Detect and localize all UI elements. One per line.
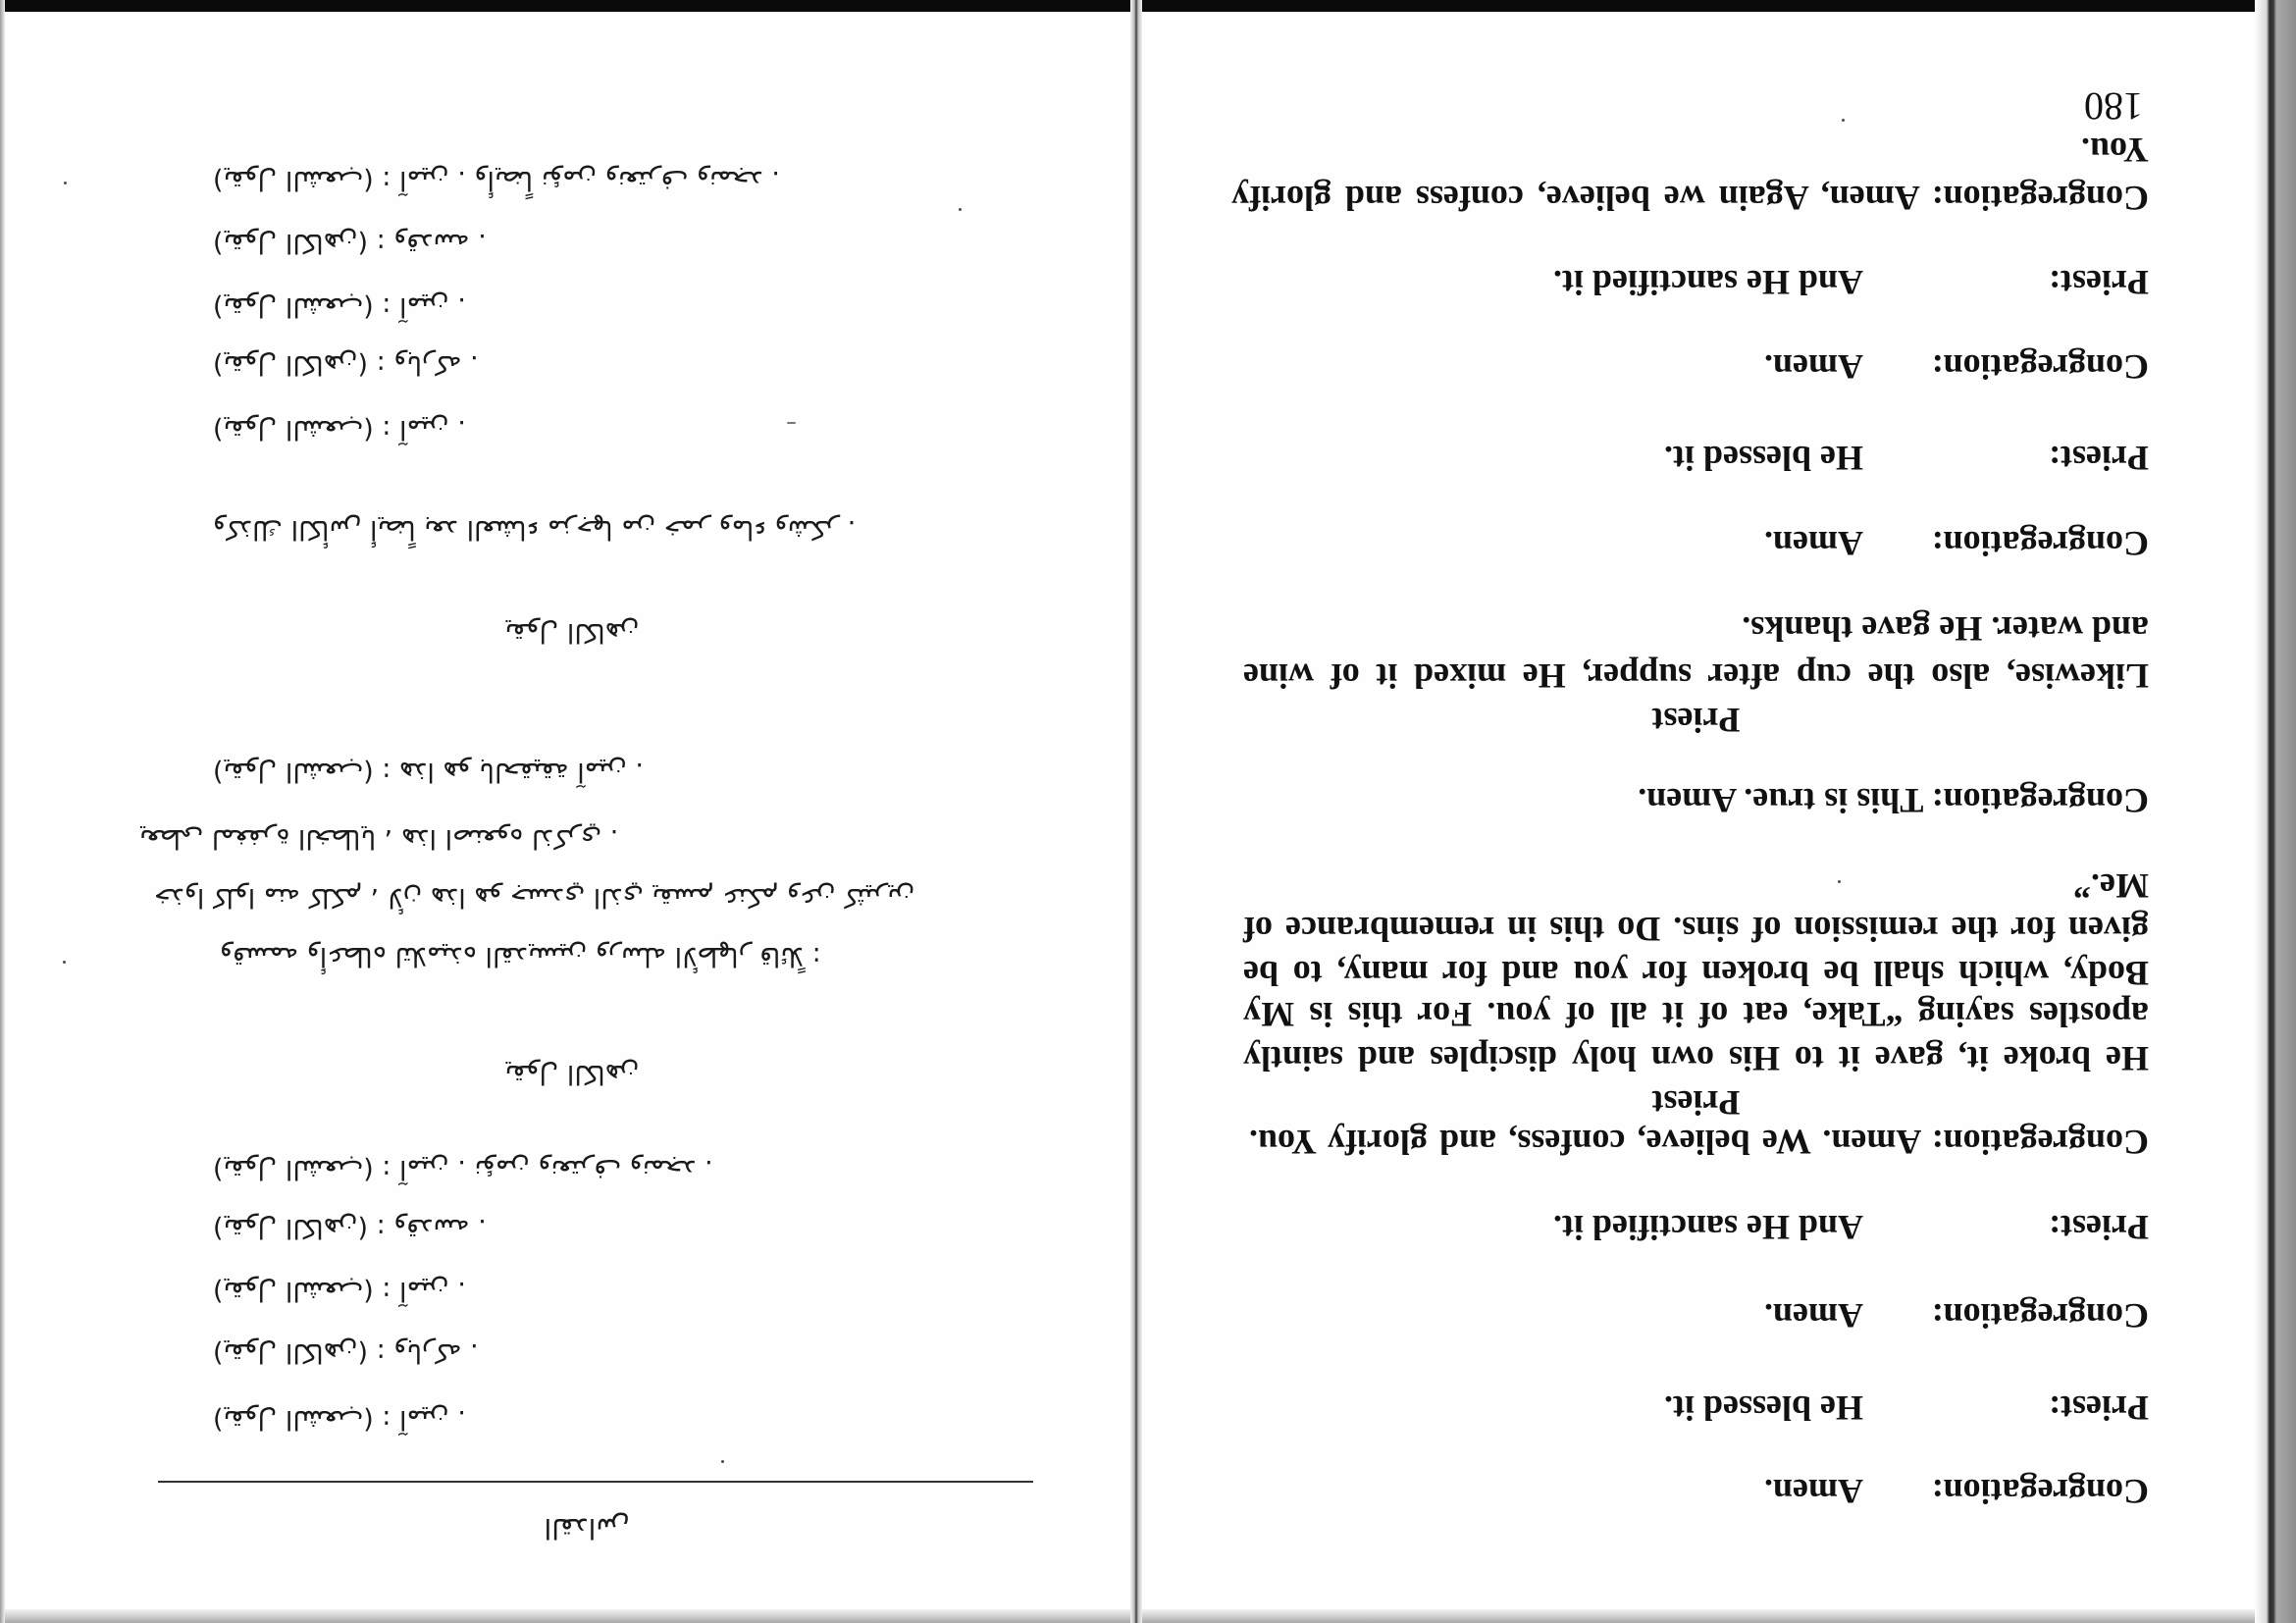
response-continuation: You. xyxy=(2080,131,2149,170)
dialogue-line: (يقول الكاهن) : وقدسه . xyxy=(213,1213,487,1243)
scan-speck xyxy=(63,961,66,964)
response-text: Amen. We believe, confess, and glorify You. xyxy=(1248,1123,1922,1162)
dialogue-row xyxy=(1664,437,2149,480)
dialogue-row xyxy=(1764,345,2149,389)
scan-speck xyxy=(1842,119,1845,122)
speaker-label: Congregation: xyxy=(1931,1296,2149,1335)
dialogue-row xyxy=(1638,779,2149,822)
speaker-label: Priest: xyxy=(2049,1388,2149,1428)
dialogue-line: (يقول الشعب) : آمين . xyxy=(213,1404,466,1435)
dialogue-row xyxy=(1764,1470,2149,1513)
response-text: Amen, Again we believe, confess and glorify xyxy=(1230,179,1920,218)
response-text: He blessed it. xyxy=(1664,1388,1863,1428)
dialogue-row xyxy=(1664,1387,2149,1430)
scan-speck xyxy=(64,182,67,184)
paragraph-line: apostles saying “Take, eat of it all of you. For this is My xyxy=(1243,995,2149,1034)
page-header: القداس xyxy=(544,1512,630,1544)
section-heading: Priest xyxy=(1651,701,1741,740)
section-heading: يقول الكاهن xyxy=(504,1059,640,1089)
speaker-label: Congregation: xyxy=(1931,179,2149,218)
paragraph-line: given for the remission of sins. Do this in remembrance of xyxy=(1243,910,2149,949)
dialogue-row xyxy=(1249,1121,2149,1164)
section-heading: يقول الكاهن xyxy=(504,617,640,648)
dialogue-line: (يقول الشعب) : آمين . وأيضاً نؤمن ونعترف ونمجد . xyxy=(213,165,780,195)
paragraph-line: Body, which shall be broken for you and for many, to be xyxy=(1243,954,2149,993)
paragraph-line: وكذلك الكأس أيضاً بعد العشاء مزجها من خمر وماء وشكر . xyxy=(213,514,857,545)
response-text: He blessed it. xyxy=(1664,439,1863,478)
response-text: And He sanctified it. xyxy=(1552,263,1863,302)
dialogue-line: (يقول الشعب) : آمين . xyxy=(213,1276,466,1306)
paragraph-line: Me.” xyxy=(2073,866,2149,906)
paragraph-line: وقسمه وأعطاه لتلاميذه القديسين ورسله الأطهار قائلاً : xyxy=(220,941,821,971)
dialogue-line: (يقول الشعب) : آمين . xyxy=(213,291,466,322)
speaker-label: Congregation: xyxy=(1931,1123,2149,1162)
paragraph-line: Likewise, also the cup after supper, He mixed it of wine xyxy=(1243,656,2149,696)
dialogue-row xyxy=(1764,522,2149,565)
paragraph-line: and water. He gave thanks. xyxy=(1742,609,2149,649)
scan-speck xyxy=(721,1460,724,1463)
page-edge-shadow xyxy=(2255,0,2296,1623)
speaker-label: Congregation: xyxy=(1931,1472,2149,1511)
response-text: This is true. Amen. xyxy=(1638,781,1924,820)
response-text: Amen. xyxy=(1764,1296,1863,1335)
response-text: Amen. xyxy=(1764,524,1863,563)
paragraph-line: خذوا كلوا منه كلكم ، لأن هذا هو جسدي الذي يقسم عنكم وعن كثيرين xyxy=(154,882,915,913)
section-heading: Priest xyxy=(1651,1083,1741,1123)
speaker-label: Priest: xyxy=(2049,1208,2149,1247)
dialogue-line: (يقول الكاهن) : وقدسه . xyxy=(213,228,487,258)
scan-speck xyxy=(787,422,796,424)
header-rule xyxy=(158,1481,1033,1483)
dialogue-line: (يقول الكاهن) : وباركه . xyxy=(213,1337,479,1368)
paragraph-line: He broke it, gave it to His own holy disciples and saintly xyxy=(1243,1039,2149,1078)
dialogue-line: (يقول الشعب) : آمين . نؤمن ونعترف ونمجد . xyxy=(213,1154,713,1184)
response-text: Amen. xyxy=(1764,1472,1863,1511)
response-text: Amen. xyxy=(1764,347,1863,387)
scan-edge-top xyxy=(0,1609,2296,1623)
dialogue-row xyxy=(1764,1294,2149,1337)
scan-speck xyxy=(1838,880,1841,883)
paragraph-line: يعطى لمغفرة الخطايا ، هذا اصنعوه لذكري . xyxy=(139,823,619,854)
speaker-label: Priest: xyxy=(2049,439,2149,478)
scan-edge-black-band xyxy=(0,0,2296,12)
scan-speck xyxy=(959,208,962,211)
book-gutter xyxy=(1130,0,1142,1623)
dialogue-line: (يقول الكاهن) : وباركه . xyxy=(213,349,479,380)
speaker-label: Priest: xyxy=(2049,263,2149,302)
dialogue-row xyxy=(1553,261,2149,304)
page-edge-right xyxy=(0,0,5,1623)
dialogue-row xyxy=(1553,1206,2149,1249)
dialogue-line: (يقول الشعب) : هذا هو بالحقيقة آمين . xyxy=(213,757,645,787)
dialogue-row xyxy=(1231,177,2149,220)
speaker-label: Congregation: xyxy=(1931,781,2149,820)
response-text: And He sanctified it. xyxy=(1552,1208,1863,1247)
page-number: 180 xyxy=(2084,84,2143,129)
dialogue-line: (يقول الشعب) : آمين . xyxy=(213,414,466,445)
speaker-label: Congregation: xyxy=(1931,347,2149,387)
speaker-label: Congregation: xyxy=(1931,524,2149,563)
